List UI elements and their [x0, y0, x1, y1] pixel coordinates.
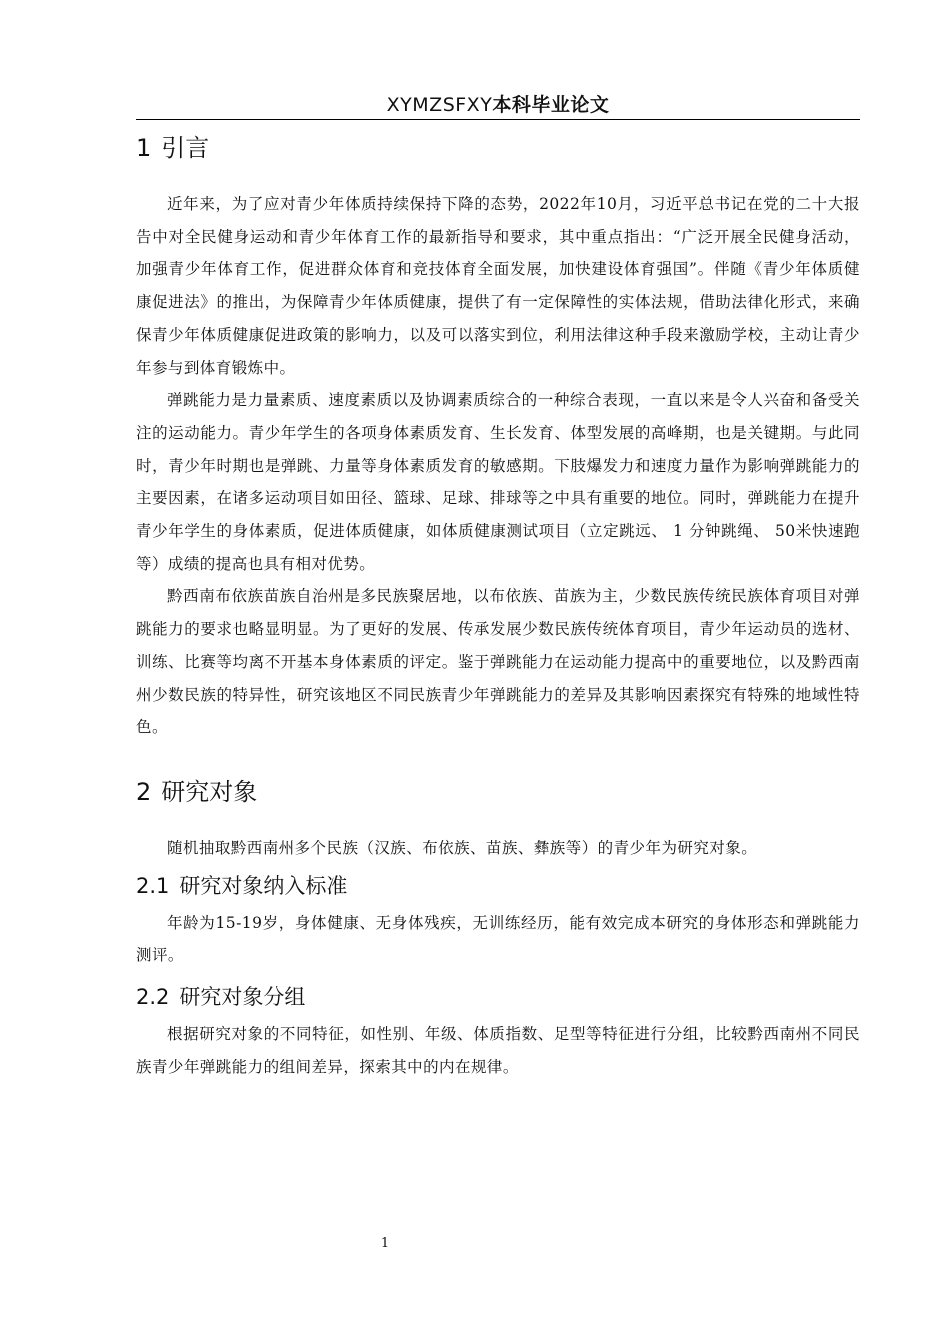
section-number: 2.1: [136, 873, 170, 898]
heading-grouping: [136, 980, 860, 1014]
intro-paragraph-3: 黔西南布依族苗族自治州是多民族聚居地，以布依族、苗族为主，少数民族传统民族体育项目对弹跳能力的要求也略显明显。为了更好的发展、传承发展少数民族传统体育项目，青少年运动员的选材、训练、比赛等均离不开基本身体素质的评定。鉴于弹跳能力在运动能力提高中的重要地位，以及黔西南州少数民族的特异性，研究该地区不同民族青少年弹跳能力的差异及其影响因素探究有特殊的地域性特色。: [136, 587, 860, 737]
research-object-paragraph: 随机抽取黔西南州多个民族（汉族、布依族、苗族、彝族等）的青少年为研究对象。: [167, 838, 758, 857]
heading-inclusion-criteria: [136, 869, 860, 903]
section-title: 引言: [161, 134, 210, 162]
intro-paragraph-1: 近年来，为了应对青少年体质持续保持下降的态势，2022年10月，习近平总书记在党的二十大报告中对全民健身运动和青少年体育工作的最新指导和要求，其中重点指出：“广泛开展全民健身活动，加强青少年体育工作，促进群众体育和竞技体育全面发展，加快建设体育强国”。伴随《青少年体质健康促进法》的推出，为保障青少年体质健康，提供了有一定保障性的实体法规，借助法律化形式，来确保青少年体质健康促进政策的影响力，以及可以落实到位，利用法律这种手段来激励学校，主动让青少年参与到体育锻炼中。: [136, 195, 860, 377]
header-school-code: XYMZSFXY: [386, 94, 493, 116]
heading-introduction: [136, 128, 860, 168]
section-number: 1: [136, 134, 152, 162]
grouping-paragraph: 根据研究对象的不同特征，如性别、年级、体质指数、足型等特征进行分组，比较黔西南州不同民族青少年弹跳能力的组间差异，探索其中的内在规律。: [136, 1025, 860, 1076]
intro-paragraph-2: 弹跳能力是力量素质、速度素质以及协调素质综合的一种综合表现，一直以来是令人兴奋和备受关注的运动能力。青少年学生的各项身体素质发育、生长发育、体型发展的高峰期，也是关键期。与此同时，青少年时期也是弹跳、力量等身体素质发育的敏感期。下肢爆发力和速度力量作为影响弹跳能力的主要因素，在诸多运动项目如田径、篮球、足球、排球等之中具有重要的地位。同时，弹跳能力在提升青少年学生的身体素质，促进体质健康，如体质健康测试项目（立定跳远、 1 分钟跳绳、 50米快速跑等）成绩的提高也具有相对优势。: [136, 391, 860, 573]
inclusion-criteria-paragraph: 年龄为15-19岁，身体健康、无身体残疾，无训练经历，能有效完成本研究的身体形态和弹跳能力测评。: [136, 913, 860, 965]
page-number: 1: [380, 1236, 390, 1251]
section-title: 研究对象分组: [179, 985, 306, 1010]
section-title: 研究对象: [161, 777, 258, 806]
header-thesis-label: 本科毕业论文: [492, 94, 610, 116]
section-number: 2: [136, 777, 152, 806]
document-body: [136, 128, 860, 1083]
heading-research-object: [136, 772, 860, 812]
section-title: 研究对象纳入标准: [179, 873, 348, 898]
page-header: [136, 92, 860, 120]
section-number: 2.2: [136, 985, 170, 1010]
